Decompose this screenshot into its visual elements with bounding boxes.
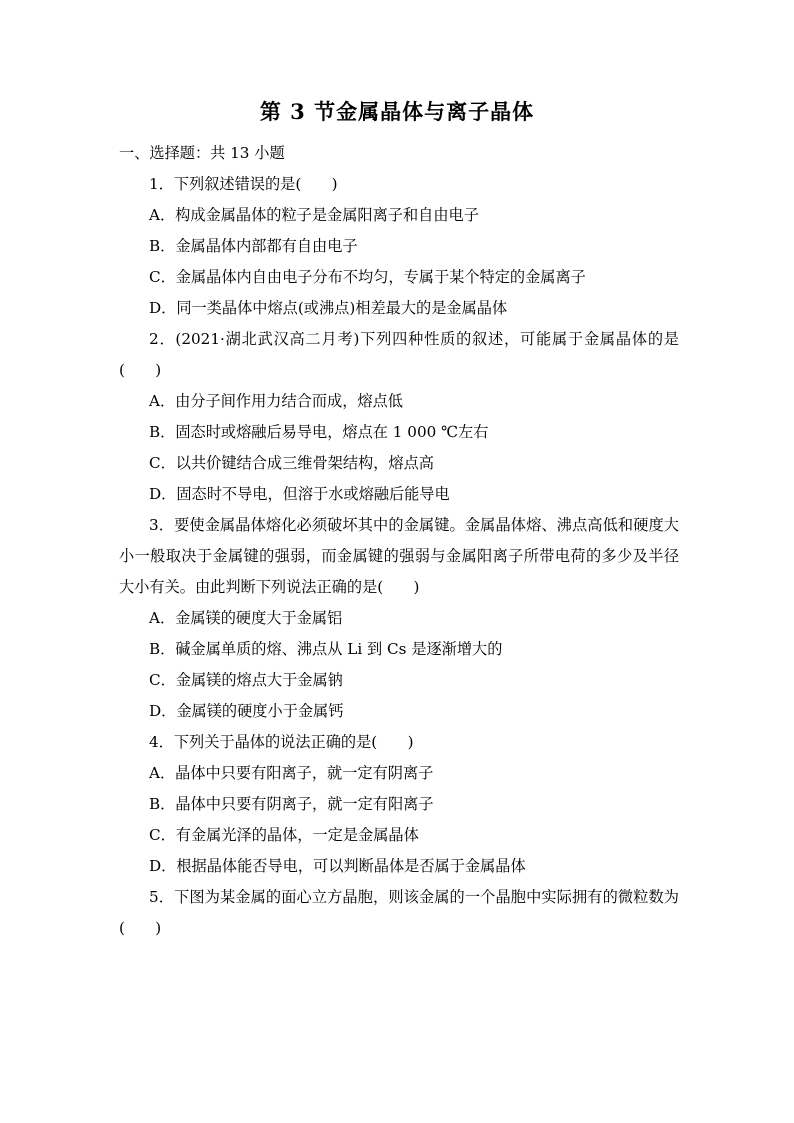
question-list xyxy=(119,138,679,944)
question-stem: 3．要使金属晶体熔化必须破坏其中的金属键。金属晶体熔、沸点高低和硬度大小一般取决于金属键的强弱，而金属键的强弱与金属阳离子所带电荷的多少及半径大小有关。由此判断下列说法正确的是( ) xyxy=(119,516,679,596)
question-stem: 1．下列叙述错误的是( ) xyxy=(149,175,338,193)
question-option: C．有金属光泽的晶体，一定是金属晶体 xyxy=(149,826,419,844)
question-stem: 4．下列关于晶体的说法正确的是( ) xyxy=(149,733,414,751)
question-option: C．金属镁的熔点大于金属钠 xyxy=(149,671,343,689)
question-option: D．同一类晶体中熔点(或沸点)相差最大的是金属晶体 xyxy=(149,299,508,317)
page-title: 第 3 节金属晶体与离子晶体 xyxy=(259,99,535,124)
section-heading: 一、选择题：共 13 小题 xyxy=(119,144,285,162)
question-option: D．固态时不导电，但溶于水或熔融后能导电 xyxy=(149,485,450,503)
question-option: B．固态时或熔融后易导电，熔点在 1 000 ℃左右 xyxy=(149,423,489,441)
question-option: C．以共价键结合成三维骨架结构，熔点高 xyxy=(149,454,434,472)
question-option: A．金属镁的硬度大于金属铝 xyxy=(149,609,343,627)
question-stem: 5．下图为某金属的面心立方晶胞，则该金属的一个晶胞中实际拥有的微粒数为( ) xyxy=(119,888,679,937)
question-option: B．碱金属单质的熔、沸点从 Li 到 Cs 是逐渐增大的 xyxy=(149,640,503,658)
question-option: A．晶体中只要有阳离子，就一定有阴离子 xyxy=(149,764,434,782)
question-stem: 2．(2021·湖北武汉高二月考)下列四种性质的叙述，可能属于金属晶体的是( ) xyxy=(119,330,679,379)
question-option: C．金属晶体内自由电子分布不均匀，专属于某个特定的金属离子 xyxy=(149,268,586,286)
question-option: B．晶体中只要有阴离子，就一定有阳离子 xyxy=(149,795,434,813)
question-option: D．金属镁的硬度小于金属钙 xyxy=(149,702,344,720)
question-option: B．金属晶体内部都有自由电子 xyxy=(149,237,358,255)
question-option: D．根据晶体能否导电，可以判断晶体是否属于金属晶体 xyxy=(149,857,526,875)
question-option: A．构成金属晶体的粒子是金属阳离子和自由电子 xyxy=(149,206,479,224)
question-option: A．由分子间作用力结合而成，熔点低 xyxy=(149,392,403,410)
